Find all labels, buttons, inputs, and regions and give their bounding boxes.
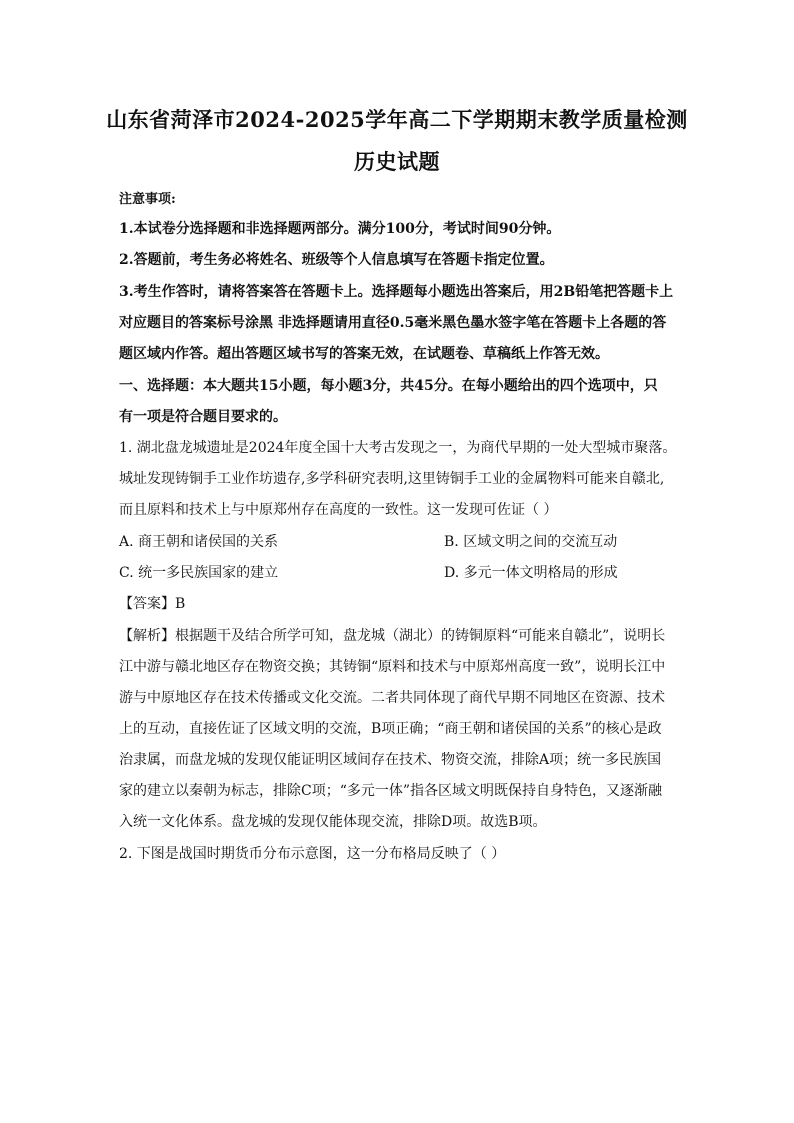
analysis-line: 游与中原地区存在技术传播或文化交流。二者共同体现了商代早期不同地区在资源、技术	[119, 690, 665, 706]
question-1-stem-cont: 城址发现铸铜手工业作坊遗存,多学科研究表明,这里铸铜手工业的金属物料可能来自赣北,	[119, 471, 665, 487]
analysis-line: 江中游与赣北地区存在物资交换；其铸铜“原料和技术与中原郑州高度一致”，说明长江中	[119, 659, 666, 675]
page-subtitle: 历史试题	[354, 149, 440, 174]
analysis-line: 上的互动，直接佐证了区域文明的交流，B项正确；“商王朝和诸侯国的关系”的核心是政	[119, 721, 662, 737]
note-item-2: 2.答题前，考生务必将姓名、班级等个人信息填写在答题卡指定位置。	[119, 252, 554, 268]
answer-label: 【答案】B	[119, 596, 186, 612]
analysis-line: 入统一文化体系。盘龙城的发现仅能体现交流，排除D项。故选B项。	[119, 814, 547, 830]
note-item-3-end: 题区域内作答。超出答题区域书写的答案无效，在试题卷、草稿纸上作答无效。	[119, 346, 609, 362]
analysis-line: 【解析】根据题干及结合所学可知，盘龙城（湖北）的铸铜原料“可能来自赣北”，说明长	[119, 628, 666, 644]
page-title: 山东省菏泽市2024-2025学年高二下学期期末教学质量检测	[106, 107, 688, 132]
option-d: D. 多元一体文明格局的形成	[444, 565, 618, 581]
option-b: B. 区域文明之间的交流互动	[444, 534, 618, 550]
section-heading: 一、选择题：本大题共15小题，每小题3分，共45分。在每小题给出的四个选项中，只	[119, 378, 658, 394]
note-item-1: 1.本试卷分选择题和非选择题两部分。满分100分，考试时间90分钟。	[119, 221, 561, 237]
option-a: A. 商王朝和诸侯国的关系	[119, 534, 279, 550]
question-2-stem: 2. 下图是战国时期货币分布示意图，这一分布格局反映了（ ）	[119, 846, 506, 862]
notes-heading: 注意事项:	[119, 192, 176, 207]
analysis-line: 治隶属，而盘龙城的发现仅能证明区域间存在技术、物资交流，排除A项；统一多民族国	[119, 752, 662, 768]
note-item-3: 3.考生作答时，请将答案答在答题卡上。选择题每小题选出答案后，用2B铅笔把答题卡上	[119, 284, 674, 300]
note-item-3-cont: 对应题目的答案标号涂黑 非选择题请用直径0.5毫米黑色墨水签字笔在答题卡上各题的答	[119, 315, 667, 331]
option-c: C. 统一多民族国家的建立	[119, 565, 279, 581]
section-heading-cont: 有一项是符合题目要求的。	[119, 409, 287, 425]
question-1-stem-end: 而且原料和技术上与中原郑州存在高度的一致性。这一发现可佐证（ ）	[119, 502, 558, 518]
question-1-stem: 1. 湖北盘龙城遗址是2024年度全国十大考古发现之一，为商代早期的一处大型城市聚落。	[119, 440, 677, 456]
analysis-line: 家的建立以秦朝为标志，排除C项；“多元一体”指各区域文明既保持自身特色，又逐渐融	[119, 783, 663, 799]
